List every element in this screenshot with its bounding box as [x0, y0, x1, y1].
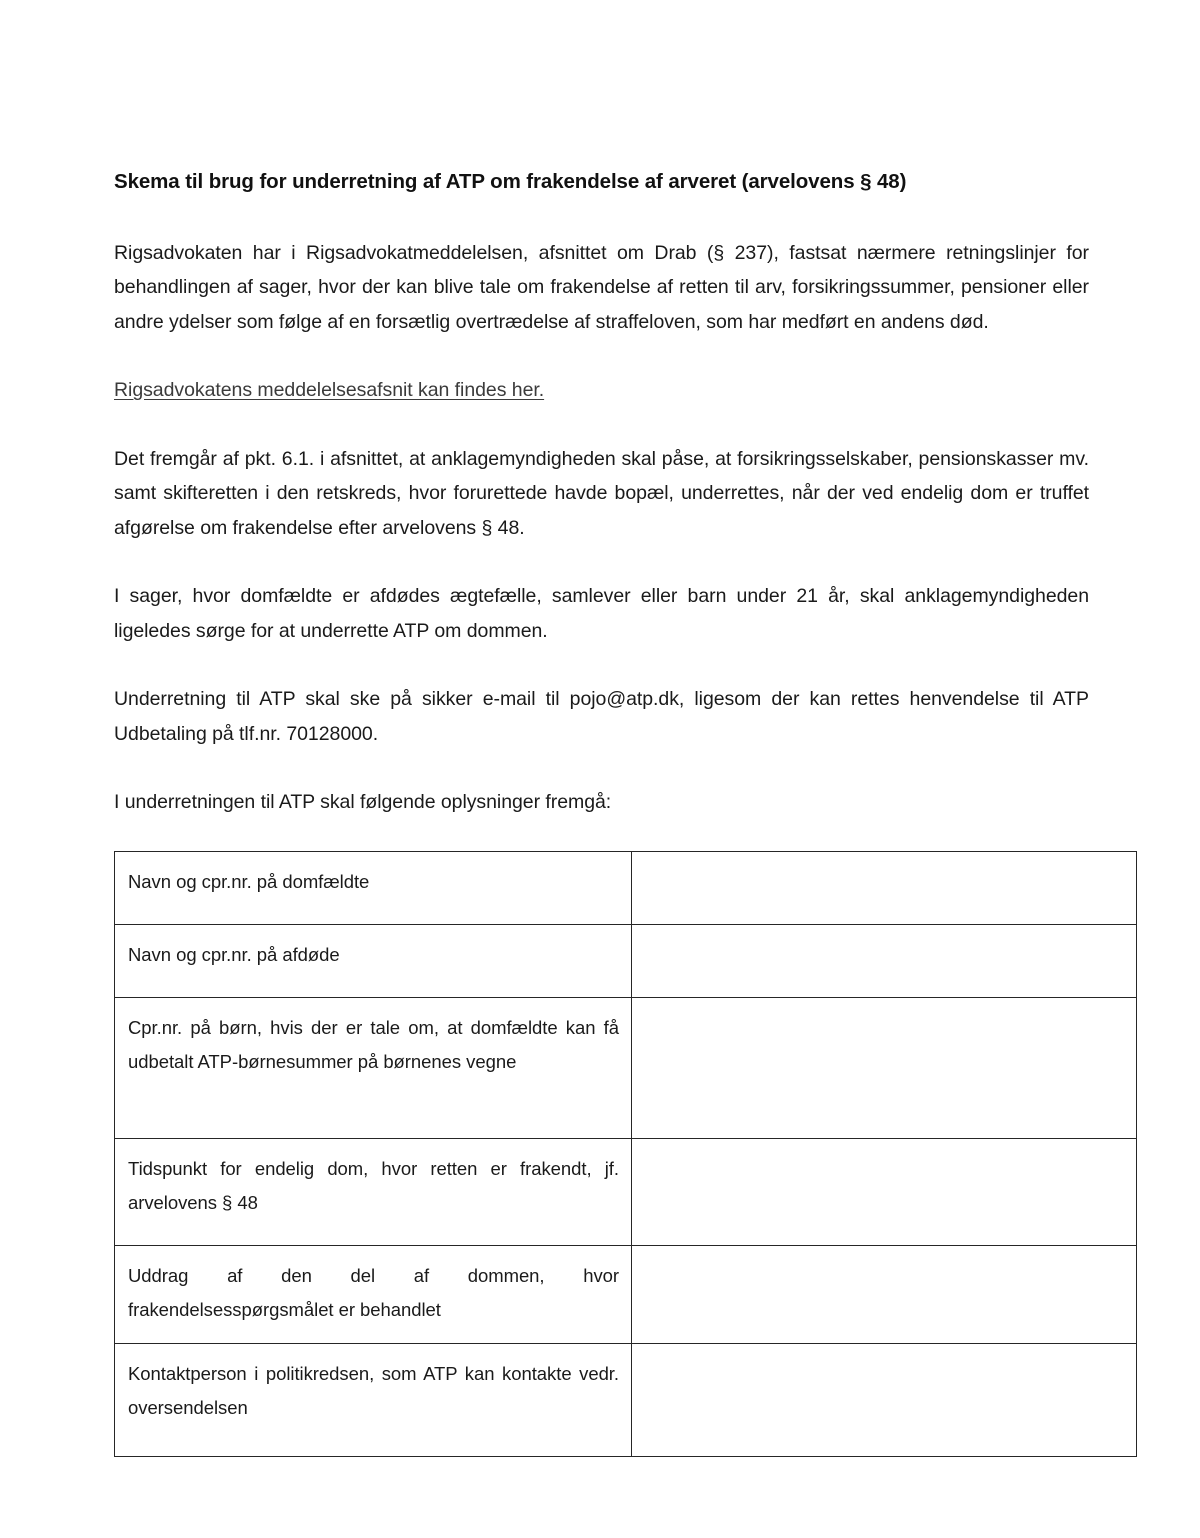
table-cell-value[interactable] [632, 852, 1137, 925]
table-row [115, 852, 1137, 925]
rigsadvokaten-link[interactable]: Rigsadvokatens meddelelsesafsnit kan findes her. [114, 379, 545, 402]
table-row [115, 1139, 1137, 1246]
paragraph-cases: I sager, hvor domfældte er afdødes ægtefælle, samlever eller barn under 21 år, skal anklagemyndigheden ligeledes sørge for at underrette ATP om dommen. [114, 585, 1089, 642]
paragraph-contact: Underretning til ATP skal ske på sikker e-mail til pojo@atp.dk, ligesom der kan rettes henvendelse til ATP Udbetaling på tlf.nr. 70128000. [114, 688, 1089, 745]
table-label-text: Uddrag af den del af dommen, hvor frakendelsesspørgsmålet er behandlet [128, 1265, 619, 1320]
paragraph-point-61: Det fremgår af pkt. 6.1. i afsnittet, at anklagemyndigheden skal påse, at forsikringsselskaber, pensionskasser mv. samt skifteretten i den retskreds, hvor forurettede havde bopæl, underrettes, når der ved endelig dom er truffet afgørelse om frakendelse efter arvelovens § 48. [114, 447, 1089, 539]
table-row [115, 1344, 1137, 1457]
table-row [115, 1246, 1137, 1344]
table-cell-label [115, 925, 632, 998]
table-cell-value[interactable] [632, 1139, 1137, 1246]
table-cell-label [115, 1246, 632, 1344]
table-row [115, 925, 1137, 998]
table-label-text: Navn og cpr.nr. på domfældte [128, 871, 370, 892]
page-title: Skema til brug for underretning af ATP om frakendelse af arveret (arvelovens § 48) [114, 170, 907, 193]
table-cell-value[interactable] [632, 925, 1137, 998]
information-table [114, 851, 1137, 1457]
table-label-text: Cpr.nr. på børn, hvis der er tale om, at domfældte kan få udbetalt ATP-børnesummer på børnenes vegne [128, 1017, 619, 1072]
paragraph-table-intro: I underretningen til ATP skal følgende oplysninger fremgå: [114, 791, 612, 814]
table-cell-label [115, 852, 632, 925]
table-cell-label [115, 1139, 632, 1246]
table-row [115, 998, 1137, 1139]
table-cell-label [115, 998, 632, 1139]
table-label-text: Navn og cpr.nr. på afdøde [128, 944, 340, 965]
table-cell-label [115, 1344, 632, 1457]
table-cell-value[interactable] [632, 1246, 1137, 1344]
document-body [114, 168, 1089, 820]
table-label-text: Kontaktperson i politikredsen, som ATP kan kontakte vedr. oversendelsen [128, 1363, 619, 1418]
table-cell-value[interactable] [632, 1344, 1137, 1457]
link-paragraph [114, 373, 1089, 408]
paragraph-intro: Rigsadvokaten har i Rigsadvokatmeddelelsen, afsnittet om Drab (§ 237), fastsat nærmere retningslinjer for behandlingen af sager, hvor der kan blive tale om frakendelse af retten til arv, forsikringssummer, pensioner eller andre ydelser som følge af en forsætlig overtrædelse af straffeloven, som har medført en andens død. [114, 241, 1089, 333]
table-cell-value[interactable] [632, 998, 1137, 1139]
table-label-text: Tidspunkt for endelig dom, hvor retten er frakendt, jf. arvelovens § 48 [128, 1158, 619, 1213]
